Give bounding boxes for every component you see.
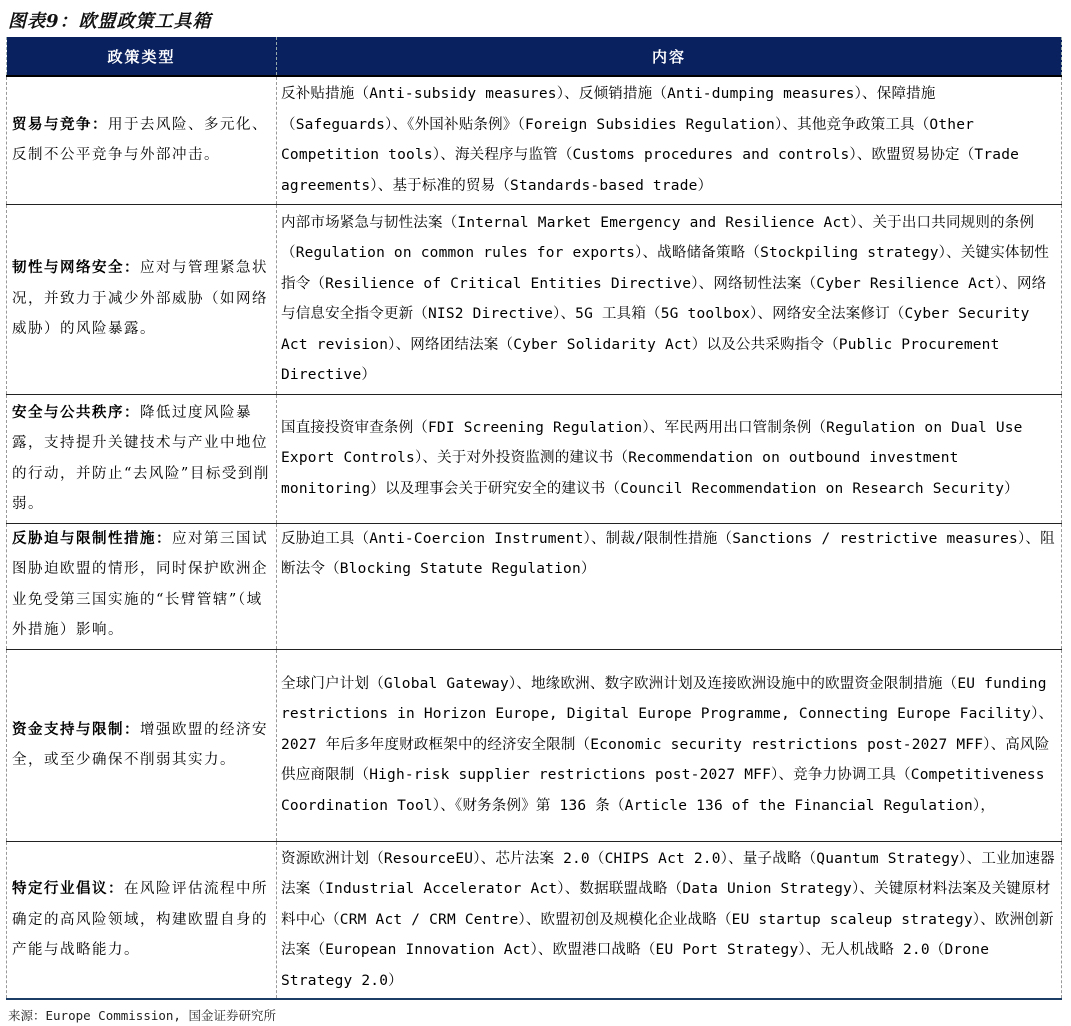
table-row bbox=[7, 76, 1062, 204]
table-header-row bbox=[7, 37, 1062, 76]
policy-type-cell bbox=[7, 204, 277, 394]
header-content: 内容 bbox=[277, 37, 1062, 76]
table-row bbox=[7, 841, 1062, 999]
policy-type-desc: 应对第三国试图胁迫欧盟的情形，同时保护欧洲企业免受第三国实施的“长臂管辖”（域外措施）影响。 bbox=[12, 530, 268, 638]
policy-type-name: 资金支持与限制： bbox=[12, 720, 140, 738]
policy-type-cell bbox=[7, 394, 277, 523]
figure-title: 图表9：欧盟政策工具箱 bbox=[8, 11, 212, 32]
policy-content-cell: 反胁迫工具（Anti-Coercion Instrument）、制裁/限制性措施（Sanctions / restrictive measures）、阻断法令（Blocking Statute Regulation） bbox=[277, 523, 1062, 649]
table-row bbox=[7, 204, 1062, 394]
policy-type-name: 贸易与竞争： bbox=[12, 115, 108, 133]
policy-type-desc: 增强欧盟的经济安全，或至少确保不削弱其实力。 bbox=[12, 721, 268, 768]
table-row bbox=[7, 394, 1062, 523]
policy-content-cell: 国直接投资审查条例（FDI Screening Regulation）、军民两用出口管制条例（Regulation on Dual Use Export Controls）、关于对外投资监测的建议书（Recommendation on outbound investment monitoring）以及理事会关于研究安全的建议书（Council Recommendation on Research Security） bbox=[277, 394, 1062, 523]
policy-content-cell: 内部市场紧急与韧性法案（Internal Market Emergency and Resilience Act）、关于出口共同规则的条例（Regulation on common rules for exports）、战略储备策略（Stockpiling strategy）、关键实体韧性指令（Resilience of Critical Entities Directive）、网络韧性法案（Cyber Resilience Act）、网络与信息安全指令更新（NIS2 Directive）、5G 工具箱（5G toolbox）、网络安全法案修订（Cyber Security Act revision）、网络团结法案（Cyber Solidarity Act）以及公共采购指令（Public Procurement Directive） bbox=[277, 204, 1062, 394]
policy-type-name: 安全与公共秩序： bbox=[12, 403, 140, 421]
source-note: 来源：Europe Commission, 国金证券研究所 bbox=[8, 1008, 276, 1023]
policy-type-desc: 降低过度风险暴露，支持提升关键技术与产业中地位的行动，并防止“去风险”目标受到削弱。 bbox=[12, 404, 270, 512]
policy-type-cell bbox=[7, 841, 277, 999]
policy-type-desc: 用于去风险、多元化、反制不公平竞争与外部冲击。 bbox=[12, 116, 268, 164]
policy-type-cell bbox=[7, 523, 277, 649]
table-row bbox=[7, 649, 1062, 841]
policy-type-desc: 在风险评估流程中所确定的高风险领域，构建欧盟自身的产能与战略能力。 bbox=[12, 881, 268, 958]
policy-type-cell bbox=[7, 76, 277, 204]
policy-type-desc: 应对与管理紧急状况，并致力于减少外部威胁（如网络威胁）的风险暴露。 bbox=[12, 260, 268, 338]
policy-type-cell bbox=[7, 649, 277, 841]
policy-type-name: 特定行业倡议： bbox=[12, 880, 124, 897]
policy-content-cell: 全球门户计划（Global Gateway）、地缘欧洲、数字欧洲计划及连接欧洲设施中的欧盟资金限制措施（EU funding restrictions in Horizon Europe, Digital Europe Programme, Connecting Europe Facility）、2027 年后多年度财政框架中的经济安全限制（Economic security restrictions post-2027 MFF）、高风险供应商限制（High-risk supplier restrictions post-2027 MFF）、竞争力协调工具（Competitiveness Coordination Tool）、《财务条例》第 136 条（Article 136 of the Financial Regulation）， bbox=[277, 649, 1062, 841]
table-row bbox=[7, 523, 1062, 649]
policy-content-cell: 反补贴措施（Anti-subsidy measures）、反倾销措施（Anti-dumping measures）、保障措施（Safeguards）、《外国补贴条例》（Foreign Subsidies Regulation）、其他竞争政策工具（Other Competition tools）、海关程序与监管（Customs procedures and controls）、欧盟贸易协定（Trade agreements）、基于标准的贸易（Standards-based trade） bbox=[277, 76, 1062, 204]
policy-toolbox-table bbox=[6, 37, 1062, 1000]
policy-content-cell: 资源欧洲计划（ResourceEU）、芯片法案 2.0（CHIPS Act 2.0）、量子战略（Quantum Strategy）、工业加速器法案（Industrial Accelerator Act）、数据联盟战略（Data Union Strategy）、关键原材料法案及关键原材料中心（CRM Act / CRM Centre）、欧盟初创及规模化企业战略（EU startup scaleup strategy）、欧洲创新法案（European Innovation Act）、欧盟港口战略（EU Port Strategy）、无人机战略 2.0（Drone Strategy 2.0） bbox=[277, 841, 1062, 999]
policy-type-name: 反胁迫与限制性措施： bbox=[12, 529, 172, 547]
header-policy-type: 政策类型 bbox=[7, 37, 277, 76]
policy-type-name: 韧性与网络安全： bbox=[12, 259, 140, 277]
